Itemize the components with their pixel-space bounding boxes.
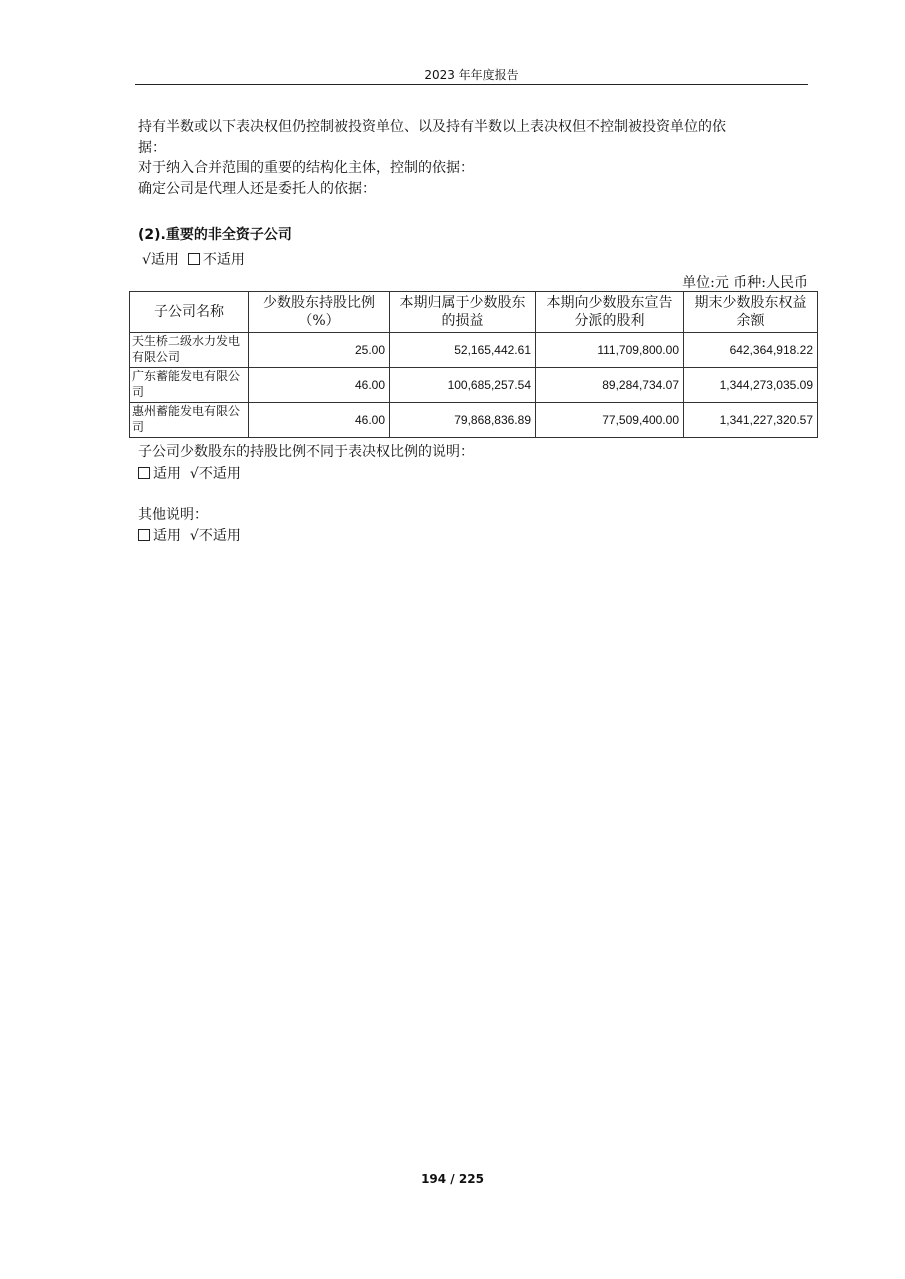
cell-minority-dividend: 77,509,400.00 <box>536 403 684 438</box>
table-header-row <box>130 292 818 333</box>
apply-checked-option: √适用 <box>142 252 179 268</box>
section-apply-options <box>142 251 245 270</box>
cell-minority-dividend: 89,284,734.07 <box>536 368 684 403</box>
note2-text: 其他说明： <box>138 507 208 523</box>
table-row <box>130 403 818 438</box>
header-minority-equity: 期末少数股东权益余额 <box>684 292 818 333</box>
cell-minority-profit: 79,868,836.89 <box>390 403 536 438</box>
intro-line-1: 持有半数或以下表决权但仍控制被投资单位、以及持有半数以上表决权但不控制被投资单位的依 <box>138 119 726 135</box>
header-divider <box>135 84 808 85</box>
note1-checked-option: √不适用 <box>189 466 241 482</box>
cell-minority-dividend: 111,709,800.00 <box>536 333 684 368</box>
cell-minority-ratio: 25.00 <box>249 333 390 368</box>
intro-line-2: 据： <box>138 140 166 156</box>
unit-currency-line: 单位:元 币种:人民币 <box>682 275 808 291</box>
cell-minority-profit: 52,165,442.61 <box>390 333 536 368</box>
cell-minority-equity: 1,344,273,035.09 <box>684 368 818 403</box>
header-minority-ratio: 少数股东持股比例（%） <box>249 292 390 333</box>
empty-checkbox-icon <box>138 529 150 541</box>
note2-apply-options <box>138 527 241 546</box>
intro-line-3: 对于纳入合并范围的重要的结构化主体，控制的依据： <box>138 160 474 176</box>
section-title: (2).重要的非全资子公司 <box>138 227 292 243</box>
cell-minority-profit: 100,685,257.54 <box>390 368 536 403</box>
apply-unchecked-option: 不适用 <box>202 252 245 268</box>
note2-checked-option: √不适用 <box>189 528 241 544</box>
cell-subsidiary-name: 惠州蓄能发电有限公司 <box>130 403 249 438</box>
empty-checkbox-icon <box>188 253 200 265</box>
cell-minority-ratio: 46.00 <box>249 368 390 403</box>
non-wholly-owned-subsidiaries-table <box>129 291 818 438</box>
table-row <box>130 333 818 368</box>
note1-unchecked-option: 适用 <box>153 466 181 482</box>
header-subsidiary-name: 子公司名称 <box>130 292 249 333</box>
header-minority-profit: 本期归属于少数股东的损益 <box>390 292 536 333</box>
cell-minority-ratio: 46.00 <box>249 403 390 438</box>
note1-text: 子公司少数股东的持股比例不同于表决权比例的说明： <box>138 444 474 460</box>
page-header: 2023 年年度报告 <box>424 68 519 82</box>
page-number: 194 / 225 <box>421 1172 484 1186</box>
table-row <box>130 368 818 403</box>
note2-unchecked-option: 适用 <box>153 528 181 544</box>
cell-minority-equity: 642,364,918.22 <box>684 333 818 368</box>
cell-minority-equity: 1,341,227,320.57 <box>684 403 818 438</box>
cell-subsidiary-name: 天生桥二级水力发电有限公司 <box>130 333 249 368</box>
header-minority-dividend: 本期向少数股东宣告分派的股利 <box>536 292 684 333</box>
empty-checkbox-icon <box>138 467 150 479</box>
intro-line-4: 确定公司是代理人还是委托人的依据： <box>138 181 376 197</box>
note1-apply-options <box>138 465 241 484</box>
cell-subsidiary-name: 广东蓄能发电有限公司 <box>130 368 249 403</box>
